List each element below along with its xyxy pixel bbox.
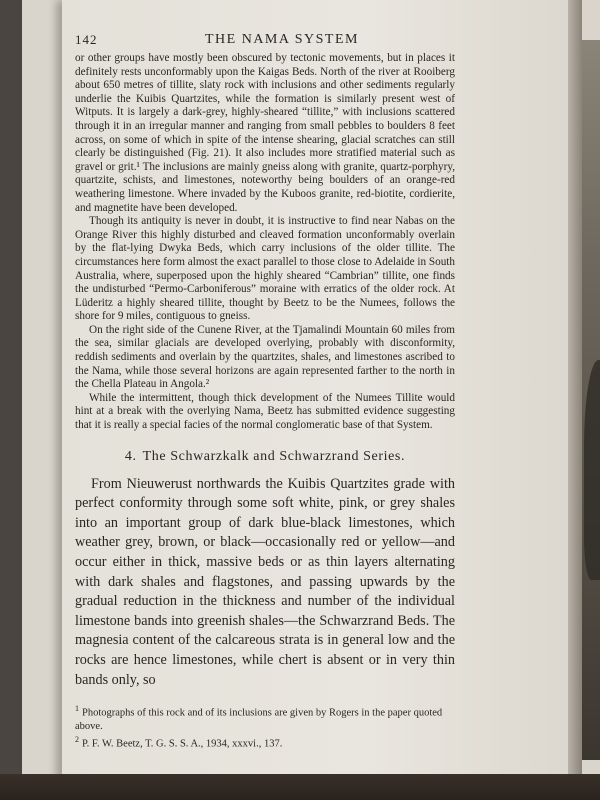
running-head xyxy=(75,28,455,52)
page-number: 142 xyxy=(75,32,98,47)
footnote-mark: 1 xyxy=(75,704,79,714)
footnote-text: Photographs of this rock and of its inclusions are given by Rogers in the paper quoted above. xyxy=(75,707,443,732)
photo-rock-shape xyxy=(584,360,600,580)
footnotes xyxy=(75,702,455,750)
paragraph: While the intermittent, though thick development of the Numees Tillite would hint at a break with the overlying Nama, Beetz has submitted evidence suggesting that it is really a special facies of the normal conglomeratic base of that System. xyxy=(75,391,455,432)
paragraph: Though its antiquity is never in doubt, it is instructive to find near Nabas on the Orange River this highly disturbed and cleaved formation unconformably overlain by the flat-lying Dwyka Beds, which carry inclusions of the older tillite. The circumstances here form almost the exact parallel to those close to Adelaide in South Australia, where, superposed upon the highly sheared “Cambrian” tillite, one finds the undisturbed “Permo-Carboniferous” moraine with erratics of the older rock. At Lüderitz a highly sheared tillite, thought by Beetz to be the Numees, follows the shore for 9 miles, contiguous to gneiss. xyxy=(75,215,455,323)
section-body xyxy=(75,475,455,691)
book-gutter xyxy=(568,0,582,780)
body-text xyxy=(75,52,455,433)
paragraph: On the right side of the Cunene River, at the Tjamalindi Mountain 60 miles from the sea, similar glacials are developed overlying, probably with disconformity, reddish sediments and overlain by the quartzites, shales, and limestones ascribed to the Nama, while those several horizons are again represented farther to the north in the Chella Plateau in Angola.² xyxy=(75,323,455,391)
footnote xyxy=(75,733,455,751)
page-title: THE NAMA SYSTEM xyxy=(205,32,359,47)
footnote-mark: 2 xyxy=(75,734,79,744)
paragraph: or other groups have mostly been obscured by tectonic movements, but in places it definitely rests unconformably upon the Kaigas Beds. North of the river at Rooiberg about 650 metres of tillite, slaty rock with inclusions and other sediments regularly underlie the Kuibis Quartzites, while the formation is similarly present west of Witputs. It is largely a dark-grey, highly-sheared “tillite,” with inclusions scattered through it in an irregular manner and ranging from small pebbles to boulders 8 feet across, on some of which in spite of the intense shearing, glacial scratches can still clearly be distinguished (Fig. 21). It also includes more stratified material such as gravel or grit.¹ The inclusions are mainly gneiss along with granite, quartz-porphyry, quartzite, schists, and limestones, noteworthy being boulders of an orange-red weathering limestone. Where invaded by the Kuboos granite, red-biotite, cordierite, and magnetite have been developed. xyxy=(75,52,455,214)
paragraph: From Nieuwerust northwards the Kuibis Quartzites grade with perfect conformity through some soft white, pink, or grey shales into an important group of dark blue-black limestones, which weather grey, brown, or black—occasionally red or yellow—and occur either in thick, massive beds or as thin layers alternating with dark shales and flagstones, and passing upwards by the gradual reduction in the thickness and number of the individual limestone bands into greenish shales—the Schwarzrand Beds. The magnesia content of the calcareous strata is in general low and the rocks are hence limestones, while chert is absent or in very thin bands only, so xyxy=(75,475,455,688)
section-title: The Schwarzkalk and Schwarzrand Series. xyxy=(142,448,406,464)
facing-photo-plate xyxy=(582,40,600,760)
page-content xyxy=(75,28,455,750)
footnote-text: P. F. W. Beetz, T. G. S. S. A., 1934, xxxvi., 137. xyxy=(82,738,283,750)
section-number: 4. xyxy=(124,448,137,464)
section-heading xyxy=(75,449,455,465)
footnote xyxy=(75,702,455,733)
table-surface xyxy=(0,774,600,800)
